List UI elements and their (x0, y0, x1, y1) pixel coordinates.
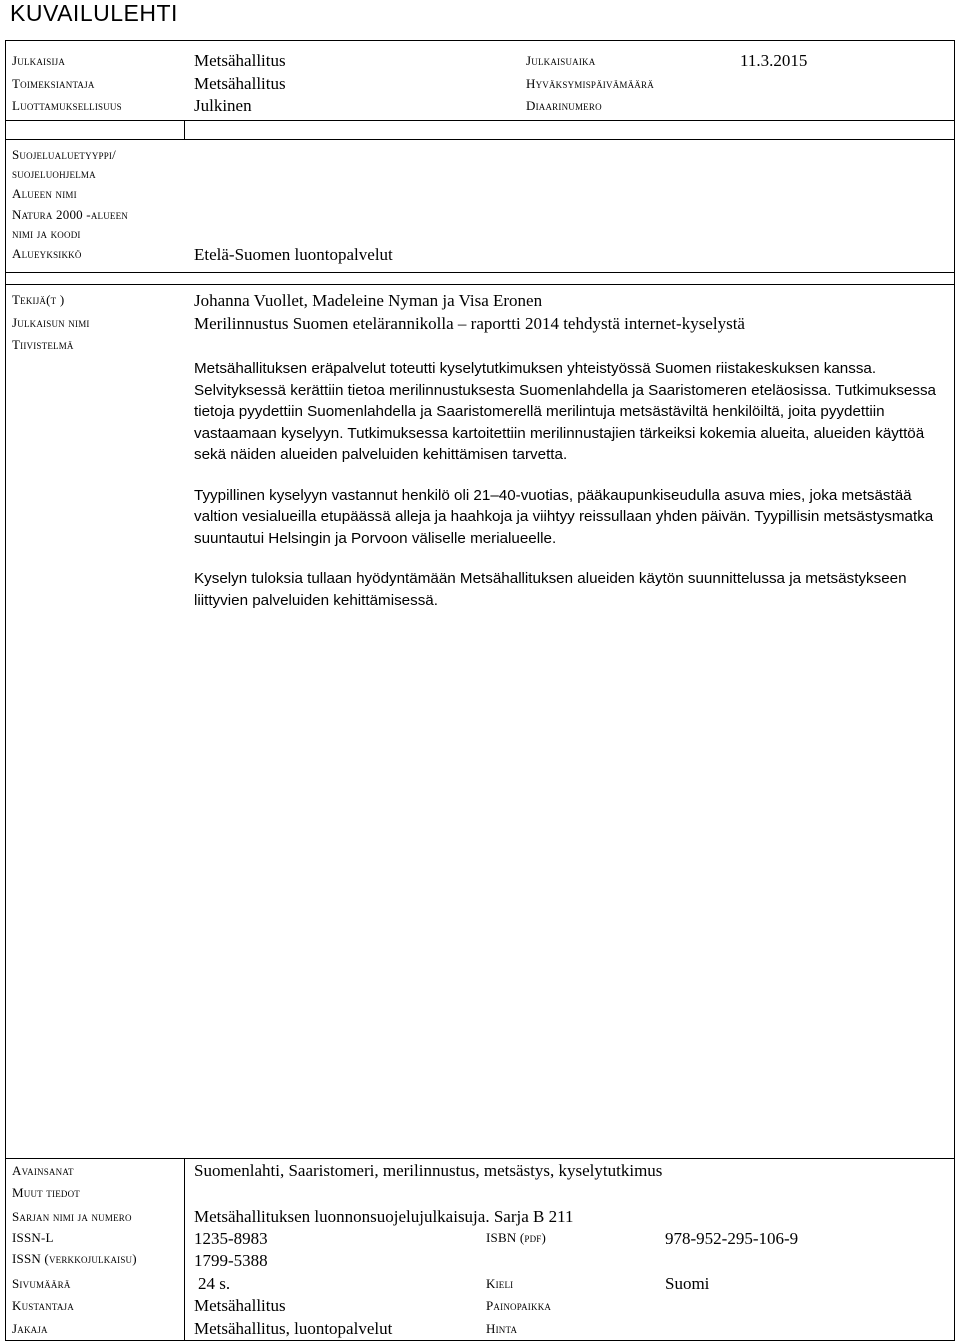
divider-header (5, 120, 955, 121)
diary-label: Diaarinumero (526, 98, 602, 113)
table-top-border (5, 40, 955, 41)
abstract-paragraph: Kyselyn tuloksia tullaan hyödyntämään Metsähallituksen alueiden käytön suunnittelussa ja metsästykseen liittyvien palveluiden kehittämisessä. (194, 570, 907, 609)
divider-area (5, 272, 955, 273)
kustantaja-label: Kustantaja (12, 1298, 74, 1313)
confidentiality-label: Luottamuksellisuus (12, 98, 122, 113)
area-name-label: Alueen nimi (12, 186, 77, 201)
natura-label-1: Natura 2000 -alueen (12, 207, 129, 222)
pubdate-label: Julkaisuaika (526, 53, 596, 68)
distributor-value: Metsähallitus, luontopalvelut (194, 1319, 393, 1338)
distributor-label: Jakaja (12, 1321, 48, 1336)
publisher-value: Metsähallitus (194, 51, 286, 70)
publication-name-label: Julkaisun nimi (12, 315, 90, 330)
keywords-label: Avainsanat (12, 1163, 74, 1178)
commissioner-value: Metsähallitus (194, 74, 286, 93)
pubdate-value: 11.3.2015 (740, 51, 808, 70)
pages-value: 24 s. (198, 1274, 231, 1293)
area-type-label-2: suojeluohjelma (12, 166, 96, 181)
abstract-body (194, 358, 950, 630)
isbn-value: 978-952-295-106-9 (665, 1229, 799, 1248)
area-type-label-1: Suojelualuetyyppi/ (12, 147, 116, 162)
table-right-border (954, 40, 955, 1341)
price-label: Hinta (486, 1321, 518, 1336)
issnl-value: 1235-8983 (194, 1229, 268, 1248)
confidentiality-value: Julkinen (194, 96, 252, 115)
series-label: Sarjan nimi ja numero (12, 1209, 132, 1224)
kustantaja-value: Metsähallitus (194, 1296, 286, 1315)
divider-blank-row (5, 139, 955, 140)
issn-label: ISSN (verkkojulkaisu) (12, 1251, 137, 1266)
authors-value: Johanna Vuollet, Madeleine Nyman ja Visa Eronen (194, 291, 543, 310)
publisher-label: Julkaisija (12, 53, 66, 68)
printer-label: Painopaikka (486, 1298, 552, 1313)
table-left-border (5, 40, 6, 1341)
series-value: Metsähallituksen luonnonsuojelujulkaisuja. Sarja B 211 (194, 1207, 574, 1226)
issn-value: 1799-5388 (194, 1251, 268, 1270)
page-title: KUVAILULEHTI (10, 0, 178, 26)
abstract-paragraph: Tyypillinen kyselyyn vastannut henkilö oli 21–40-vuotias, pääkaupunkiseudulla asuva mies, joka metsästää valtion vesialueilla etupäässä alleja ja haahkoja ja viihtyy reissullaan yhden päivän. Tyypillisin metsästysmatka suuntautui Helsingin ja Porvoon väliselle merialueelle. (194, 486, 934, 547)
publication-name-value: Merilinnustus Suomen etelärannikolla – raportti 2014 tehdystä internet-kyselystä (194, 314, 745, 333)
approval-label: Hyväksymispäivämäärä (526, 76, 654, 91)
keywords-value: Suomenlahti, Saaristomeri, merilinnustus, metsästys, kyselytutkimus (194, 1161, 663, 1180)
divider-vertical-blank (184, 120, 185, 140)
authors-label: Tekijä(t ) (12, 292, 65, 307)
unit-label: Alueyksikkö (12, 246, 82, 261)
table-bottom-border (5, 1340, 955, 1341)
divider-vertical-footer (184, 1158, 185, 1341)
divider-area-2 (5, 284, 955, 285)
divider-footer (5, 1158, 955, 1159)
other-info-label: Muut tiedot (12, 1185, 80, 1200)
isbn-label: ISBN (pdf) (486, 1230, 547, 1245)
commissioner-label: Toimeksiantaja (12, 76, 95, 91)
language-label: Kieli (486, 1276, 514, 1291)
abstract-paragraph: Metsähallituksen eräpalvelut toteutti kyselytutkimuksen yhteistyössä Suomen riistakeskuksen kanssa. Selvityksessä kerättiin tietoa merilinnustuksesta Suomenlahdella ja Saaristomeren eteläosissa. Tutkimuksessa tietoja pyydettiin Suomenlahdella ja Saaristomerellä merilintuja metsästäviltä henkilöiltä, joita pyydettiin vastaamaan kyselyyn. Tutkimuksessa kartoitettiin merilinnustajien tärkeiksi kokemia alueita, alueiden käyttöä sekä näiden alueiden palveluiden kehittämisen tarvetta. (194, 360, 937, 463)
issnl-label: ISSN-L (12, 1230, 54, 1245)
unit-value: Etelä-Suomen luontopalvelut (194, 245, 393, 264)
natura-label-2: nimi ja koodi (12, 226, 81, 241)
pages-label: Sivumäärä (12, 1276, 71, 1291)
abstract-label: Tiivistelmä (12, 337, 74, 352)
language-value: Suomi (665, 1274, 710, 1293)
